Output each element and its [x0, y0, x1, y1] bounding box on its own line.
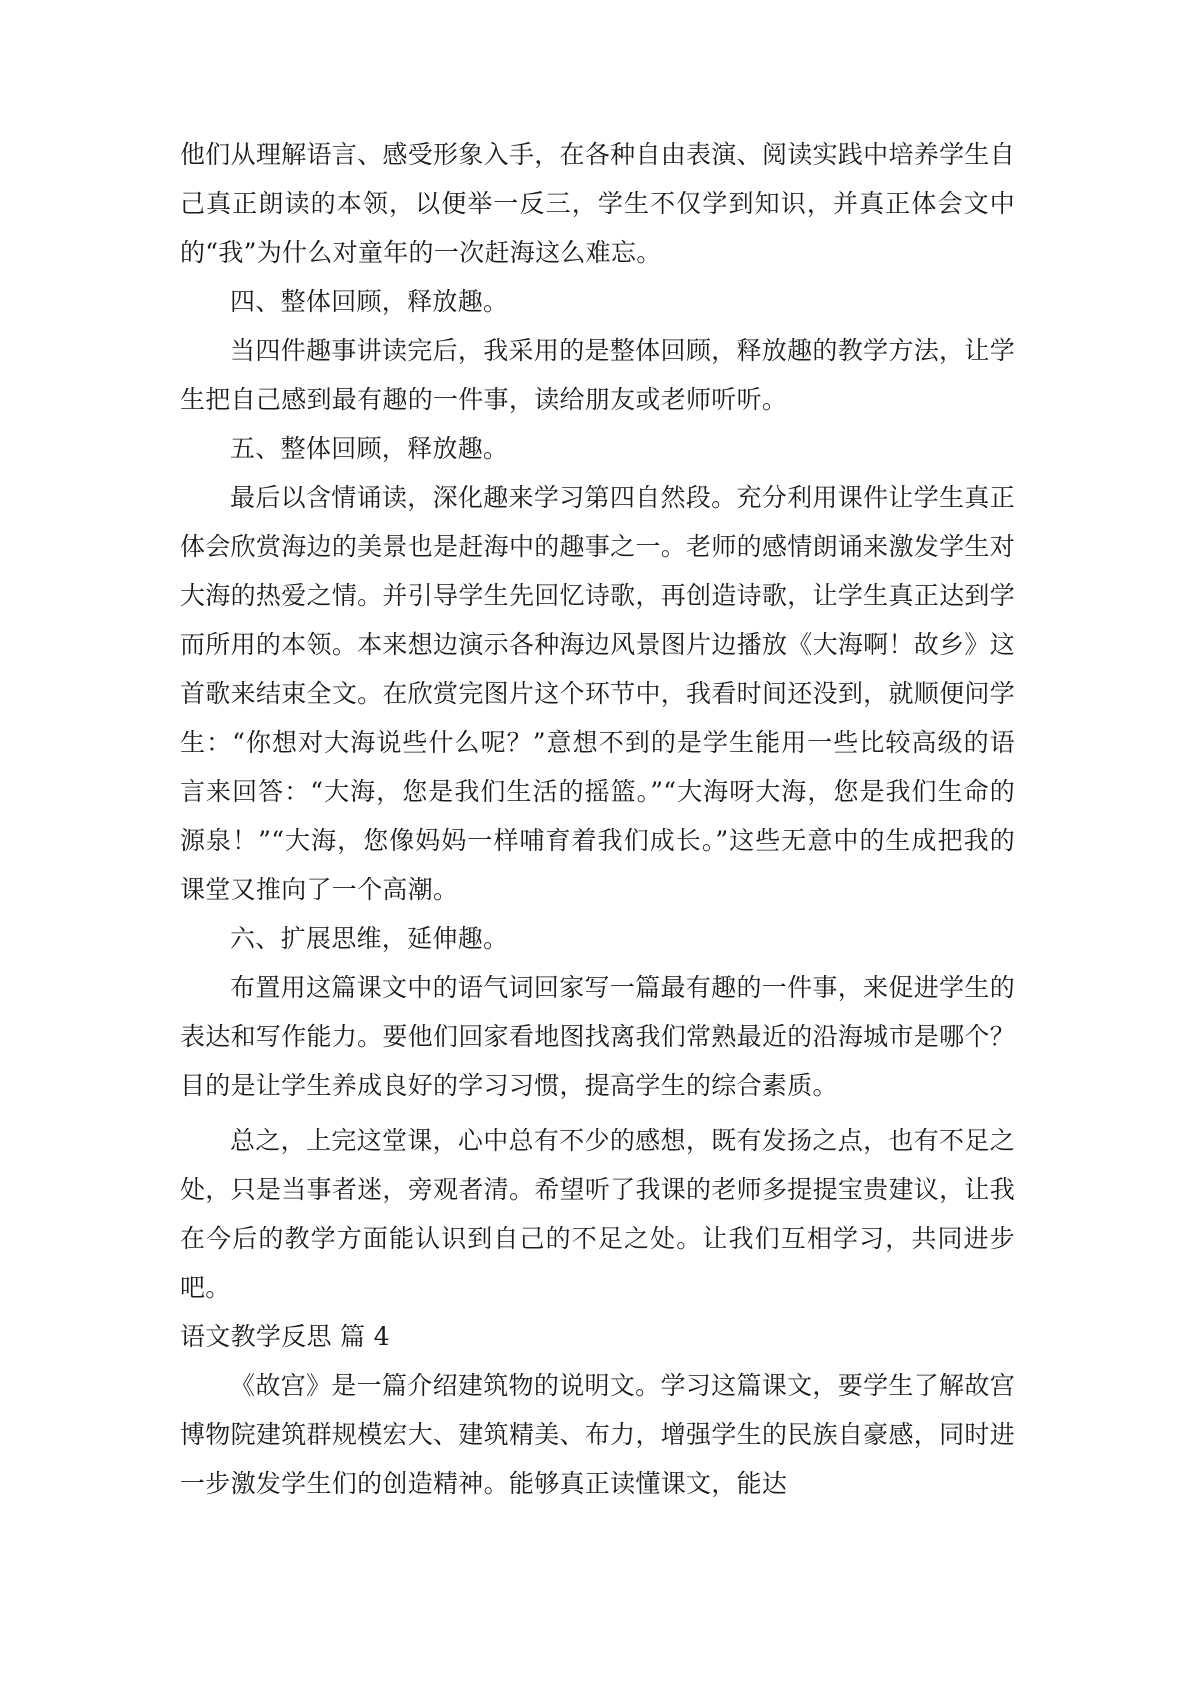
section-title: 语文教学反思 篇 4 — [180, 1322, 390, 1351]
paragraph: 《故宫》是一篇介绍建筑物的说明文。学习这篇课文，要学生了解故宫博物院建筑群规模宏大、建筑精美、布力，增强学生的民族自豪感，同时进一步激发学生们的创造精神。能够真正读懂课文，能达 — [180, 1371, 1015, 1498]
paragraph-conclusion: 总之，上完这堂课，心中总有不少的感想，既有发扬之点，也有不足之处，只是当事者迷，旁观者清。希望听了我课的老师多提提宝贵建议，让我在今后的教学方面能认识到自己的不足之处。让我们互相学习，共同进步吧。 — [180, 1126, 1015, 1302]
heading-step-five: 五、整体回顾，释放趣。 — [230, 434, 509, 463]
document-body — [180, 130, 1015, 1508]
heading-step-six: 六、扩展思维，延伸趣。 — [230, 924, 509, 953]
heading-step-four: 四、整体回顾，释放趣。 — [230, 287, 509, 316]
paragraph-continued: 他们从理解语言、感受形象入手，在各种自由表演、阅读实践中培养学生自己真正朗读的本领，以便举一反三，学生不仅学到知识，并真正体会文中的“我”为什么对童年的一次赶海这么难忘。 — [180, 140, 1015, 267]
paragraph: 当四件趣事讲读完后，我采用的是整体回顾，释放趣的教学方法，让学生把自己感到最有趣的一件事，读给朋友或老师听听。 — [180, 336, 1015, 414]
paragraph: 布置用这篇课文中的语气词回家写一篇最有趣的一件事，来促进学生的表达和写作能力。要他们回家看地图找离我们常熟最近的沿海城市是哪个？目的是让学生养成良好的学习习惯，提高学生的综合素质。 — [180, 973, 1015, 1100]
paragraph: 最后以含情诵读，深化趣来学习第四自然段。充分利用课件让学生真正体会欣赏海边的美景也是赶海中的趣事之一。老师的感情朗诵来激发学生对大海的热爱之情。并引导学生先回忆诗歌，再创造诗歌，让学生真正达到学而所用的本领。本来想边演示各种海边风景图片边播放《大海啊！故乡》这首歌来结束全文。在欣赏完图片这个环节中，我看时间还没到，就顺便问学生：“你想对大海说些什么呢？”意想不到的是学生能用一些比较高级的语言来回答：“大海，您是我们生活的摇篮。”“大海呀大海，您是我们生命的源泉！”“大海，您像妈妈一样哺育着我们成长。”这些无意中的生成把我的课堂又推向了一个高潮。 — [180, 483, 1015, 904]
